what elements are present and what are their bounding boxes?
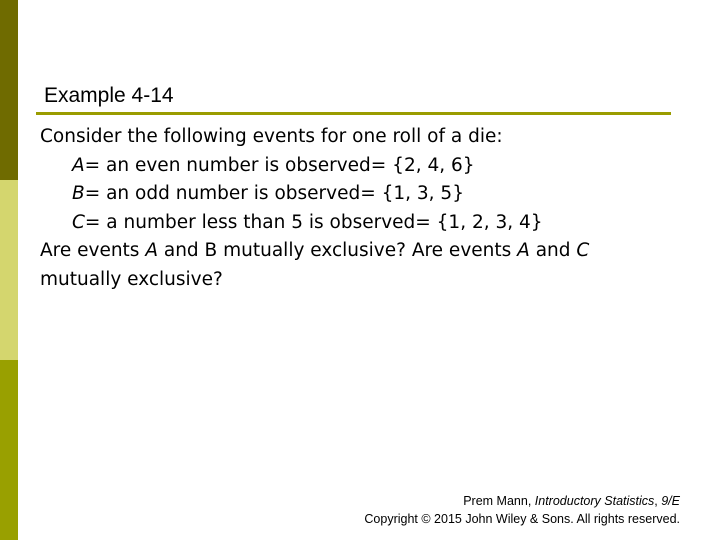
event-c-label: C	[72, 211, 85, 233]
footer-edition: 9/E	[661, 494, 680, 508]
event-b-line	[40, 180, 700, 209]
question-event-a-second: A	[517, 240, 530, 261]
event-b-label: B	[72, 183, 85, 204]
footer-citation	[364, 492, 680, 510]
intro-line: Consider the following events for one roll of a die:	[40, 126, 503, 147]
event-a-label: A	[72, 154, 85, 176]
question-event-a: A	[145, 240, 158, 261]
side-bar-middle	[0, 180, 18, 360]
slide-body	[40, 123, 700, 294]
event-c-line	[40, 209, 700, 238]
side-bar-bottom	[0, 360, 18, 540]
event-b-text: = an odd number is observed= {1, 3, 5}	[84, 183, 464, 204]
event-c-text: = a number less than 5 is observed= {1, 2, 3, 4}	[84, 211, 543, 233]
question-event-c: C	[576, 240, 590, 261]
question-part-3: and	[529, 240, 577, 261]
footer	[364, 492, 680, 528]
side-bar-top	[0, 0, 18, 180]
footer-book-title: Introductory Statistics	[534, 494, 655, 508]
footer-copyright: Copyright © 2015 John Wiley & Sons. All rights reserved.	[364, 512, 680, 526]
question-part-1: Are events	[40, 240, 146, 261]
event-a-text: = an even number is observed= {2, 4, 6}	[84, 154, 475, 176]
question-part-2: and B mutually exclusive? Are events	[157, 240, 518, 261]
footer-author: Prem Mann,	[463, 494, 535, 508]
event-a-line	[40, 152, 700, 181]
question-line-2: mutually exclusive?	[40, 268, 223, 290]
slide-title: Example 4-14	[44, 84, 174, 107]
title-rule	[36, 112, 671, 115]
footer-separator: ,	[654, 494, 662, 508]
question-line	[40, 237, 700, 266]
